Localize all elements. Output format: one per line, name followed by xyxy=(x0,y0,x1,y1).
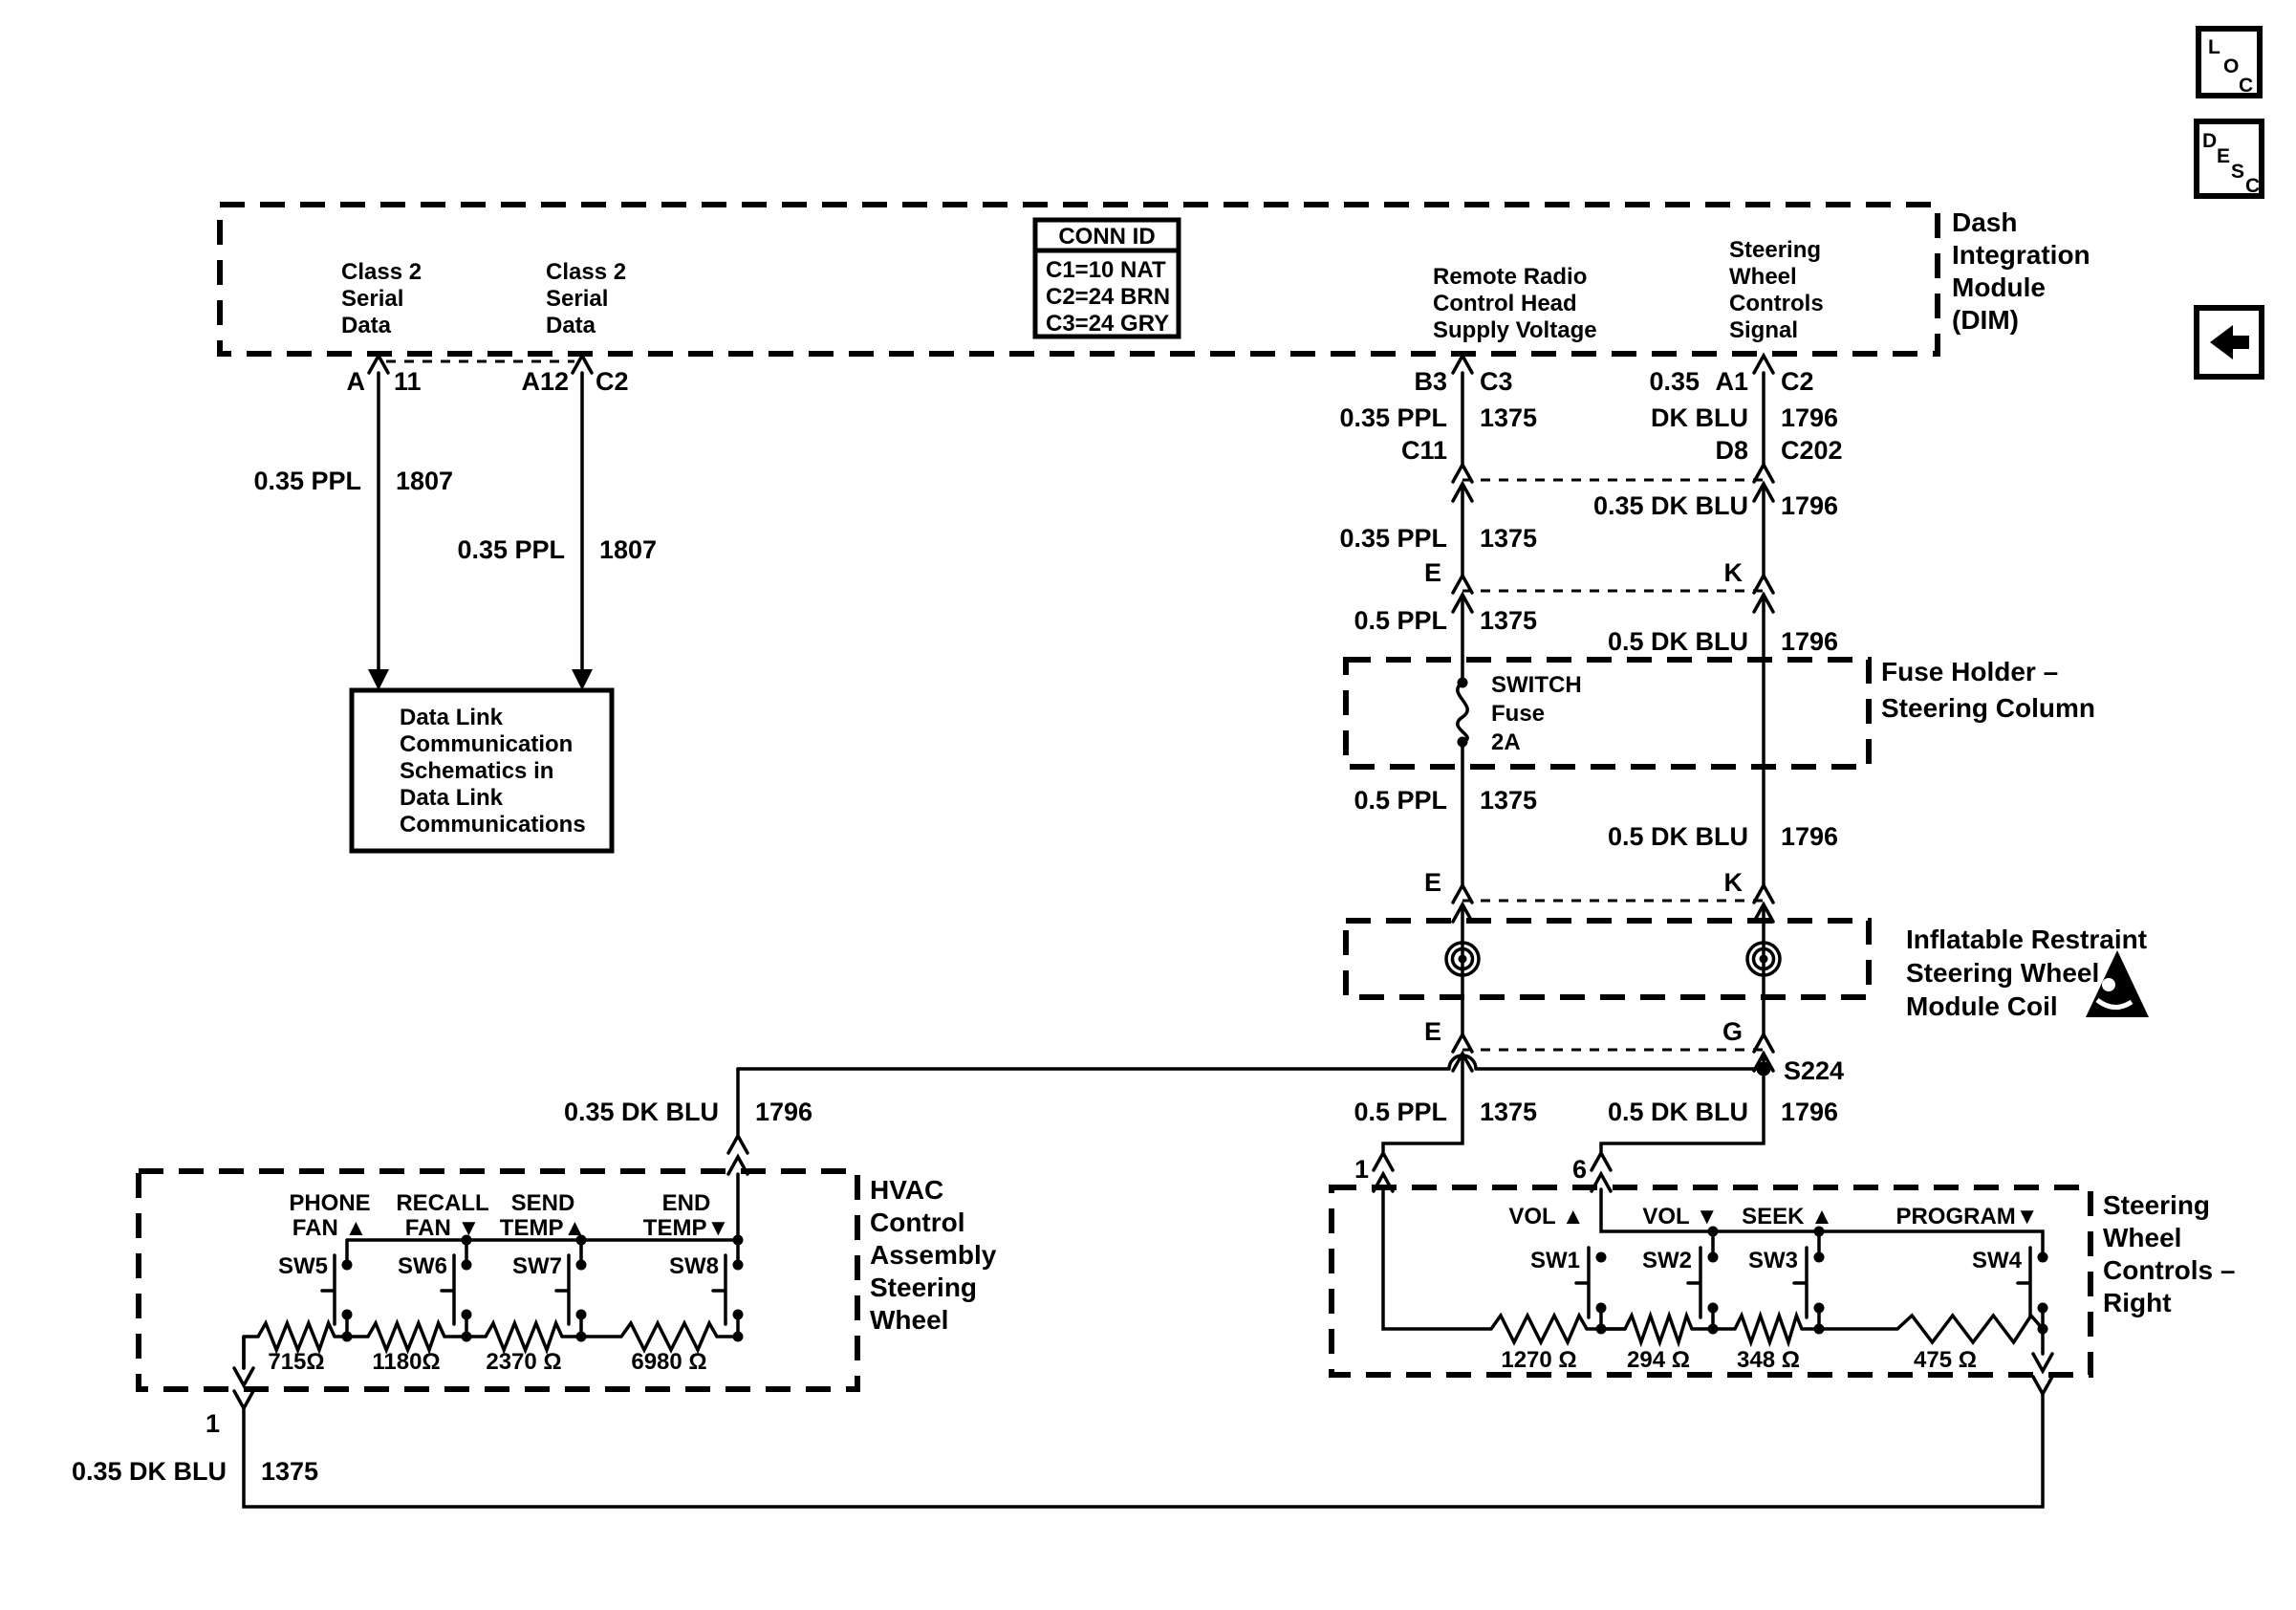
wire-circuit: 1807 xyxy=(396,467,454,495)
resistor xyxy=(1625,1316,1692,1342)
data-link-text: Schematics in xyxy=(400,758,554,784)
switch-function: VOL ▼ xyxy=(1642,1204,1719,1229)
connector-chevron xyxy=(1754,465,1773,482)
resistor xyxy=(1735,1316,1802,1342)
class2-serial-data-a: Serial xyxy=(341,286,404,312)
data-link-text: Data Link xyxy=(400,785,504,811)
pin-a: A xyxy=(346,367,365,396)
coil-module xyxy=(1346,921,2149,1071)
switch-name: SW3 xyxy=(1747,1248,1798,1273)
switch-name: SW7 xyxy=(511,1253,562,1279)
switch-name: SW8 xyxy=(668,1253,719,1279)
hvac-label: Assembly xyxy=(870,1240,997,1270)
class2-serial-data-a: Data xyxy=(341,313,392,338)
resistor xyxy=(368,1323,444,1350)
wire-spec: 0.35 DK BLU xyxy=(563,1098,719,1126)
resistor-value: 715Ω xyxy=(268,1349,325,1375)
wire-circuit: 1375 xyxy=(261,1457,319,1486)
supply-wire-circuit: 1375 xyxy=(1480,403,1538,432)
pin-c11: C11 xyxy=(1400,436,1447,465)
pin-a1-connector: C2 xyxy=(1781,367,1814,396)
pin-d8-connector: C202 xyxy=(1781,436,1843,465)
coil-label: Module Coil xyxy=(1906,991,2058,1021)
arrowhead xyxy=(572,669,593,690)
coil-label: Steering Wheel xyxy=(1906,958,2100,988)
wire-circuit: 1375 xyxy=(1480,524,1538,553)
desc-letter: S xyxy=(2231,161,2245,183)
data-link-note xyxy=(352,690,612,851)
switch-function: PHONE xyxy=(289,1190,371,1216)
wire-circuit: 1796 xyxy=(1781,491,1839,520)
connector-fork xyxy=(1754,356,1773,373)
desc-letter: D xyxy=(2202,130,2218,152)
hvac-assembly xyxy=(139,1171,997,1438)
switch-name: SW2 xyxy=(1641,1248,1692,1273)
remote-radio-caption: Supply Voltage xyxy=(1433,317,1597,343)
wire-spec: 0.5 PPL xyxy=(1354,786,1447,815)
toolbar-buttons xyxy=(2197,29,2262,377)
terminal-e: E xyxy=(1423,1017,1441,1046)
resistor xyxy=(1491,1316,1587,1342)
swc-signal-caption: Steering xyxy=(1729,237,1822,263)
switch-function: RECALL xyxy=(396,1190,489,1216)
conn-id-table xyxy=(1035,220,1179,337)
wire-circuit: 1375 xyxy=(1480,606,1538,635)
hvac-pin-1: 1 xyxy=(205,1409,220,1438)
conn-id-row: C3=24 GRY xyxy=(1046,311,1170,337)
switch-name: SW1 xyxy=(1529,1248,1580,1273)
junction-dot xyxy=(733,1235,744,1246)
swc-right xyxy=(1332,1187,2235,1394)
hvac-label: Steering xyxy=(870,1273,978,1302)
loc-letter: O xyxy=(2223,55,2240,77)
pin-a-circuit: 11 xyxy=(394,367,422,396)
dim-label: Integration xyxy=(1952,240,2090,270)
pin-a12: A12 xyxy=(521,367,569,396)
desc-letter: C xyxy=(2245,175,2261,197)
swc-right-label: Right xyxy=(2103,1288,2172,1317)
swc-right-label: Controls – xyxy=(2103,1255,2236,1285)
swc-signal-caption: Wheel xyxy=(1729,264,1797,290)
conn-id-row: C1=10 NAT xyxy=(1046,257,1166,283)
switch-function: SEND xyxy=(510,1190,575,1216)
resistor-value: 6980 Ω xyxy=(631,1349,707,1375)
wire-spec: 0.5 PPL xyxy=(1354,1098,1447,1126)
conn-id-title: CONN ID xyxy=(1058,224,1156,250)
pin-d8: D8 xyxy=(1715,436,1748,465)
class2-serial-data-b: Class 2 xyxy=(546,259,627,285)
switch-function: VOL ▲ xyxy=(1508,1204,1585,1229)
resistor-value: 1270 Ω xyxy=(1501,1347,1577,1373)
dim-module xyxy=(220,205,2090,465)
remote-radio-caption: Remote Radio xyxy=(1433,264,1588,290)
pin-b3-connector: C3 xyxy=(1480,367,1513,396)
fuse-holder-box xyxy=(1346,660,1869,767)
supply-wire-spec: 0.35 PPL xyxy=(1339,403,1447,432)
wire-spec: 0.35 DK BLU xyxy=(1592,491,1748,520)
resistor xyxy=(1897,1316,2043,1342)
fuse-holder-label: Fuse Holder – xyxy=(1881,657,2059,686)
loc-button[interactable] xyxy=(2199,29,2260,97)
resistor xyxy=(258,1323,335,1350)
wire-circuit: 1796 xyxy=(1781,627,1839,656)
switch-function: TEMP▼ xyxy=(642,1215,730,1241)
signal-wire-circuit: 1796 xyxy=(1781,403,1839,432)
connector-chevron xyxy=(1754,1034,1773,1052)
fuse-text: 2A xyxy=(1491,729,1521,755)
splice-branch-wire xyxy=(738,1055,1764,1069)
clockspring-coil-icon xyxy=(1747,943,1780,975)
switch-function: FAN ▼ xyxy=(404,1215,481,1241)
wire-spec: 0.5 DK BLU xyxy=(1607,1098,1748,1126)
loc-letter: C xyxy=(2239,75,2254,97)
switch-name: SW5 xyxy=(277,1253,328,1279)
wire-spec: 0.5 PPL xyxy=(1354,606,1447,635)
wire-spec: 0.35 DK BLU xyxy=(71,1457,227,1486)
wire-spec: 0.5 DK BLU xyxy=(1607,822,1748,851)
resistor-value: 294 Ω xyxy=(1627,1347,1690,1373)
remote-radio-caption: Control Head xyxy=(1433,291,1577,316)
data-link-text: Communications xyxy=(400,812,586,838)
wire-spec: 0.5 DK BLU xyxy=(1607,627,1748,656)
connector-chevron xyxy=(234,1391,253,1408)
fuse-element xyxy=(1458,683,1467,742)
wire-circuit: 1796 xyxy=(755,1098,813,1126)
wire-circuit: 1375 xyxy=(1480,786,1538,815)
fuse-holder xyxy=(1346,657,2095,922)
coil-box xyxy=(1346,921,1869,997)
splice-dot xyxy=(1757,1062,1771,1077)
signal-gauge: 0.35 xyxy=(1649,367,1700,396)
splice-label: S224 xyxy=(1784,1056,1845,1085)
connector-chevron xyxy=(1592,1153,1611,1170)
back-button[interactable] xyxy=(2197,308,2262,377)
switch-function: TEMP▲ xyxy=(499,1215,587,1241)
terminal-e: E xyxy=(1423,558,1441,587)
hvac-label: Control xyxy=(870,1208,965,1237)
supply-wire-run xyxy=(1383,373,1462,1151)
wire-spec: 0.35 PPL xyxy=(1339,524,1447,553)
data-link-text: Communication xyxy=(400,731,574,757)
pin-1: 1 xyxy=(1354,1155,1369,1184)
loc-letter: L xyxy=(2208,36,2220,58)
fuse-text: Fuse xyxy=(1491,701,1546,727)
connector-fork xyxy=(573,356,592,373)
wire-spec: 0.35 PPL xyxy=(253,467,361,495)
swc-signal-caption: Controls xyxy=(1729,291,1824,316)
connector-chevron xyxy=(1754,576,1773,593)
desc-letter: E xyxy=(2217,145,2231,167)
swc-signal-caption: Signal xyxy=(1729,317,1799,343)
fuse-text: SWITCH xyxy=(1491,672,1582,698)
serial-data-wires xyxy=(253,373,657,690)
switch-name: SW6 xyxy=(397,1253,447,1279)
terminal-g: G xyxy=(1722,1017,1743,1046)
dim-label: (DIM) xyxy=(1952,305,2019,335)
back-arrow-icon xyxy=(2210,325,2249,359)
connector-chevron xyxy=(1374,1153,1393,1170)
wire-circuit: 1796 xyxy=(1781,1098,1839,1126)
fuse-holder-label: Steering Column xyxy=(1881,693,2096,723)
resistor-value: 2370 Ω xyxy=(486,1349,562,1375)
arrowhead xyxy=(368,669,389,690)
dim-label: Module xyxy=(1952,272,2046,302)
connector-chevron xyxy=(1754,885,1773,903)
class2-serial-data-a: Class 2 xyxy=(341,259,422,285)
wire-circuit: 1796 xyxy=(1781,822,1839,851)
resistor-value: 348 Ω xyxy=(1737,1347,1800,1373)
terminal-k: K xyxy=(1723,558,1743,587)
swc-right-label: Steering xyxy=(2103,1190,2211,1220)
connector-chevron xyxy=(234,1368,253,1385)
connector-chevron xyxy=(2033,1377,2052,1394)
pin-6: 6 xyxy=(1571,1155,1587,1184)
connector-chevron xyxy=(2033,1354,2052,1371)
coil-label: Inflatable Restraint xyxy=(1906,925,2148,954)
resistor xyxy=(486,1323,562,1350)
class2-serial-data-b: Serial xyxy=(546,286,609,312)
wire-circuit: 1807 xyxy=(599,535,658,564)
connector-fork xyxy=(369,356,388,373)
switch-function: FAN ▲ xyxy=(292,1215,368,1241)
connector-chevron xyxy=(728,1136,747,1153)
pin-a12-connector: C2 xyxy=(596,367,629,396)
resistor xyxy=(621,1323,717,1350)
pin-a1: A1 xyxy=(1715,367,1748,396)
dim-label: Dash xyxy=(1952,207,2018,237)
hvac-label: Wheel xyxy=(870,1305,949,1335)
switch-function: SEEK ▲ xyxy=(1742,1204,1833,1229)
connector-fork xyxy=(1453,356,1472,373)
resistor-value: 1180Ω xyxy=(372,1349,441,1375)
pin-b3: B3 xyxy=(1414,367,1447,396)
clockspring-coil-icon xyxy=(1446,943,1479,975)
wire-spec: 0.35 PPL xyxy=(457,535,565,564)
hvac-label: HVAC xyxy=(870,1175,944,1205)
wire-circuit: 1375 xyxy=(1480,1098,1538,1126)
terminal-k: K xyxy=(1723,868,1743,897)
conn-id-row: C2=24 BRN xyxy=(1046,284,1171,310)
class2-serial-data-b: Data xyxy=(546,313,596,338)
switch-function: PROGRAM▼ xyxy=(1895,1204,2039,1229)
terminal-e: E xyxy=(1423,868,1441,897)
data-link-text: Data Link xyxy=(400,705,504,730)
resistor-value: 475 Ω xyxy=(1914,1347,1977,1373)
switch-function: END xyxy=(661,1190,711,1216)
swc-right-label: Wheel xyxy=(2103,1223,2182,1252)
signal-wire-spec: DK BLU xyxy=(1651,403,1748,432)
desc-button[interactable] xyxy=(2197,121,2262,197)
switch-name: SW4 xyxy=(1971,1248,2022,1273)
